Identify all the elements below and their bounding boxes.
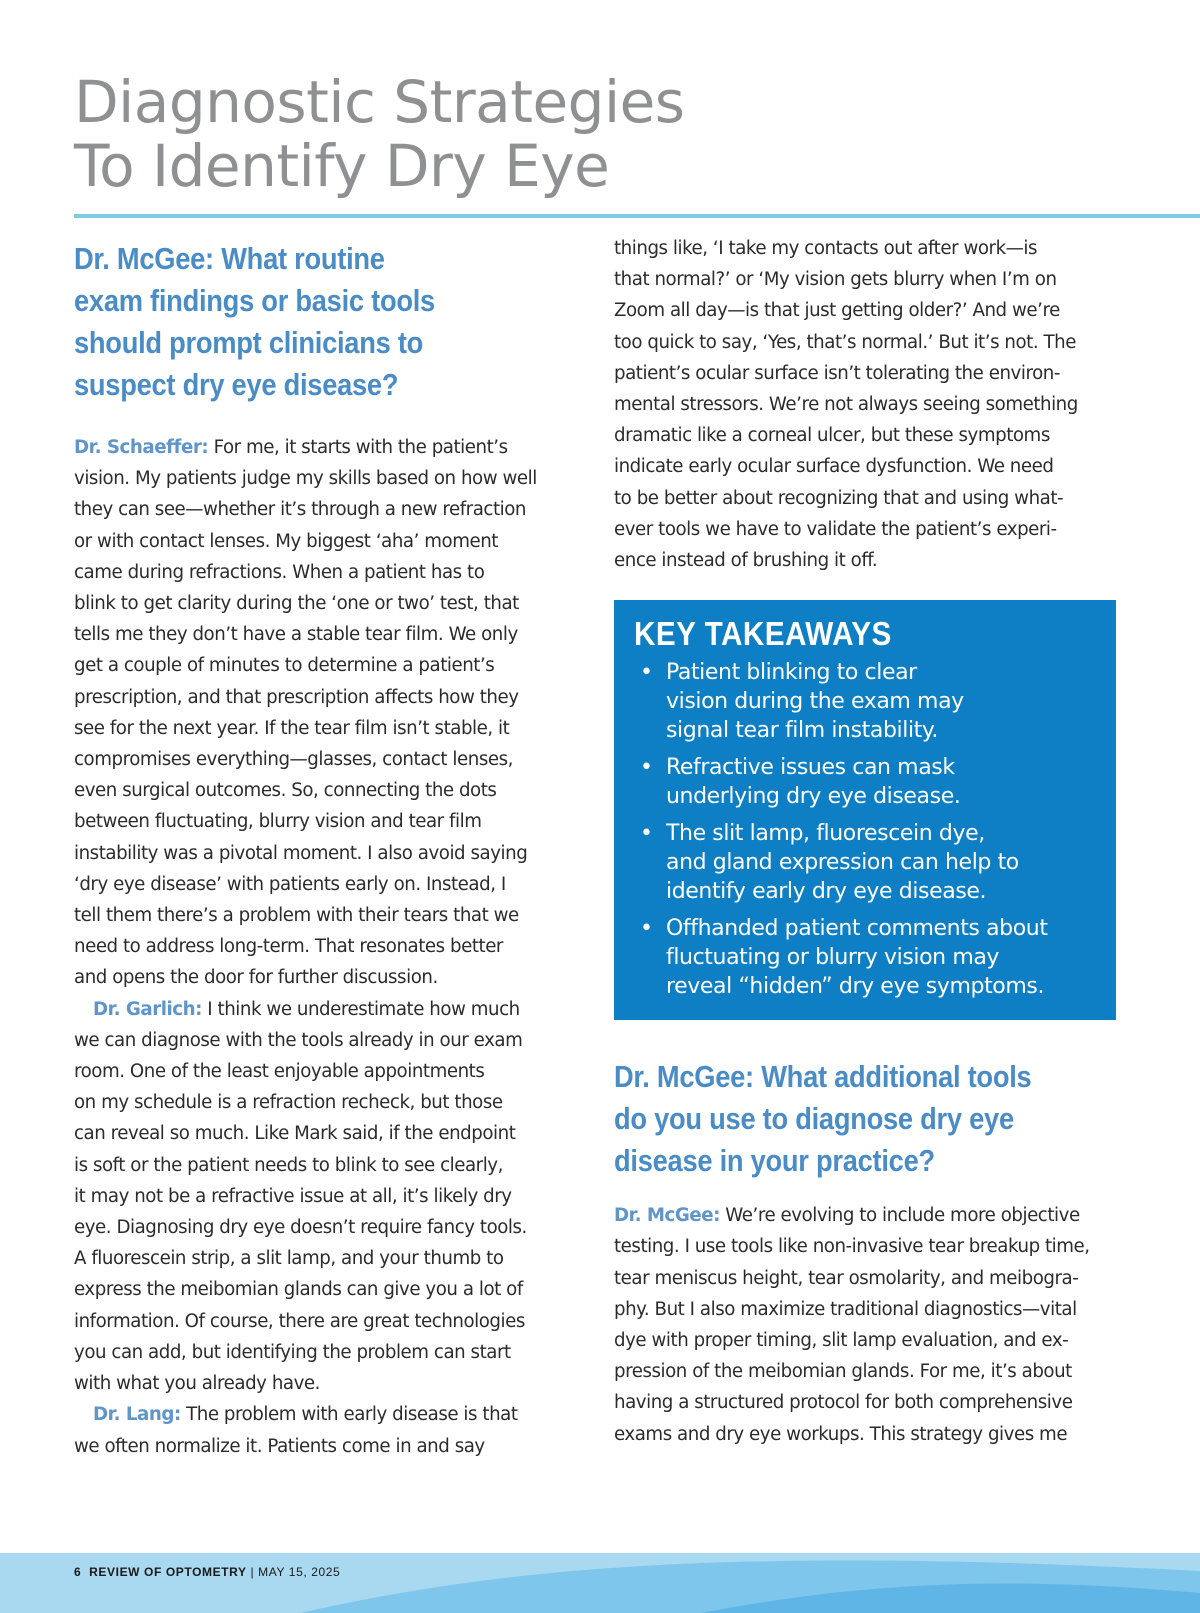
paragraph-line: dye with proper timing, slit lamp evaluation, and ex-: [614, 1330, 1069, 1352]
key-takeaways-box: [614, 600, 1116, 1020]
question-2-heading: [614, 1056, 1116, 1182]
paragraph-line: dramatic like a corneal ulcer, but these symptoms: [614, 425, 1050, 447]
schaeffer-answer: [74, 432, 586, 994]
lang-answer-continued: [614, 233, 1126, 576]
takeaway-line: reveal “hidden” dry eye symptoms.: [666, 974, 1045, 1000]
garlich-answer: [74, 994, 586, 1400]
paragraph-line: is soft or the patient needs to blink to see clearly,: [74, 1154, 503, 1176]
paragraph-line: tear meniscus height, tear osmolarity, and meibogra-: [614, 1267, 1079, 1289]
paragraph-line: can reveal so much. Like Mark said, if the endpoint: [74, 1123, 516, 1145]
footer-text: [74, 1565, 340, 1579]
paragraph-line: on my schedule is a refraction recheck, but those: [74, 1092, 503, 1114]
question-1-line: exam findings or basic tools: [74, 283, 435, 318]
takeaway-line: vision during the exam may: [666, 689, 964, 715]
paragraph-line: that normal?’ or ‘My vision gets blurry when I’m on: [614, 269, 1057, 291]
takeaway-line: signal tear film instability.: [666, 718, 938, 744]
speaker-schaeffer: Dr. Schaeffer:: [74, 437, 209, 458]
question-2-line: disease in your practice?: [614, 1143, 935, 1179]
takeaway-line: fluctuating or blurry vision may: [666, 945, 1000, 971]
takeaway-item: [634, 753, 1098, 811]
question-1-line: should prompt clinicians to: [74, 325, 424, 360]
takeaway-item: [634, 819, 1098, 906]
paragraph-line: even surgical outcomes. So, connecting the dots: [74, 780, 497, 802]
question-1-heading: [74, 238, 576, 406]
paragraph-line: things like, ‘I take my contacts out after work—is: [614, 238, 1038, 259]
paragraph-line: pression of the meibomian glands. For me, it’s about: [614, 1361, 1072, 1383]
page-footer: [0, 1553, 1200, 1613]
question-2-line: Dr. McGee: What additional tools: [614, 1059, 1032, 1095]
takeaway-line: and gland expression can help to: [666, 850, 1019, 876]
paragraph-line: Zoom all day—is that just getting older?’ And we’re: [614, 300, 1060, 322]
publication-name: REVIEW OF OPTOMETRY: [89, 1565, 247, 1579]
takeaway-item: [634, 658, 1098, 745]
paragraph-line: blink to get clarity during the ‘one or two’ test, that: [74, 593, 519, 615]
key-takeaways-heading: KEY TAKEAWAYS: [634, 615, 892, 653]
paragraph-line: [74, 994, 586, 1025]
takeaway-line: Refractive issues can mask: [666, 755, 955, 781]
bullet-icon: •: [640, 660, 653, 686]
bullet-icon: •: [640, 755, 653, 781]
paragraph-line: eye. Diagnosing dry eye doesn’t require fancy tools.: [74, 1217, 527, 1239]
speaker-lang: Dr. Lang:: [93, 1404, 181, 1426]
title-line-1: Diagnostic Strategies: [74, 68, 685, 136]
article-title: [74, 70, 684, 198]
paragraph-line: phy. But I also maximize traditional diagnostics—vital: [614, 1298, 1077, 1320]
paragraph-text: The problem with early disease is that: [180, 1404, 518, 1426]
paragraph-line: we can diagnose with the tools already in our exam: [74, 1029, 523, 1051]
question-2-line: do you use to diagnose dry eye: [614, 1101, 1014, 1137]
paragraph-line: came during refractions. When a patient has to: [74, 561, 485, 583]
paragraph-line: ever tools we have to validate the patient’s experi-: [614, 518, 1057, 540]
bullet-icon: •: [640, 821, 653, 847]
paragraph-line: exams and dry eye workups. This strategy gives me: [614, 1423, 1068, 1445]
key-takeaways-list: [634, 658, 1098, 1001]
takeaway-line: Offhanded patient comments about: [666, 916, 1048, 942]
paragraph-line: you can add, but identifying the problem can start: [74, 1341, 511, 1363]
paragraph-text: For me, it starts with the patient’s: [208, 437, 508, 458]
page-number: 6: [74, 1565, 82, 1579]
paragraph-line: tells me they don’t have a stable tear film. We only: [74, 624, 518, 646]
footer-wave-background: [0, 1553, 1200, 1613]
paragraph-line: prescription, and that prescription affects how they: [74, 686, 519, 708]
paragraph-line: vision. My patients judge my skills based on how well: [74, 468, 537, 490]
paragraph-line: it may not be a refractive issue at all, it’s likely dry: [74, 1185, 512, 1207]
left-body: [74, 432, 586, 1462]
footer-separator: |: [246, 1565, 259, 1579]
paragraph-line: and opens the door for further discussion.: [74, 967, 438, 989]
question-1-line: suspect dry eye disease?: [74, 367, 399, 402]
paragraph-line: [614, 1200, 1126, 1231]
paragraph-line: having a structured protocol for both comprehensive: [614, 1392, 1073, 1414]
title-line-2: To Identify Dry Eye: [74, 132, 610, 200]
paragraph-line: instability was a pivotal moment. I also avoid saying: [74, 842, 528, 864]
mcgee-answer: [614, 1200, 1126, 1450]
paragraph-line: mental stressors. We’re not always seeing something: [614, 394, 1078, 416]
left-column: [74, 238, 586, 1462]
takeaway-line: Patient blinking to clear: [666, 660, 917, 686]
takeaway-line: identify early dry eye disease.: [666, 879, 987, 905]
paragraph-line: or with contact lenses. My biggest ‘aha’ moment: [74, 530, 498, 552]
paragraph-line: patient’s ocular surface isn’t tolerating the environ-: [614, 362, 1060, 384]
paragraph-text: We’re evolving to include more objective: [719, 1205, 1080, 1227]
takeaway-item: [634, 914, 1098, 1001]
paragraph-line: we often normalize it. Patients come in and say: [74, 1435, 485, 1457]
issue-date: MAY 15, 2025: [258, 1565, 341, 1579]
takeaway-line: underlying dry eye disease.: [666, 784, 961, 810]
paragraph-line: tell them there’s a problem with their tears that we: [74, 905, 519, 927]
paragraph-line: to be better about recognizing that and using what-: [614, 487, 1064, 509]
paragraph-line: express the meibomian glands can give you a lot of: [74, 1279, 523, 1301]
paragraph-line: [74, 1399, 586, 1430]
paragraph-line: [74, 432, 586, 463]
paragraph-line: testing. I use tools like non-invasive tear breakup time,: [614, 1236, 1090, 1258]
paragraph-line: need to address long-term. That resonates better: [74, 936, 503, 958]
bullet-icon: •: [640, 916, 653, 942]
paragraph-line: with what you already have.: [74, 1373, 320, 1395]
paragraph-line: A fluorescein strip, a slit lamp, and your thumb to: [74, 1248, 504, 1270]
lang-answer: [74, 1399, 586, 1461]
right-column: [614, 238, 1126, 1450]
paragraph-text: I think we underestimate how much: [201, 998, 520, 1020]
speaker-garlich: Dr. Garlich:: [93, 998, 202, 1020]
paragraph-line: room. One of the least enjoyable appointments: [74, 1061, 485, 1083]
takeaway-line: The slit lamp, fluorescein dye,: [666, 821, 985, 847]
paragraph-line: get a couple of minutes to determine a patient’s: [74, 655, 495, 677]
paragraph-line: they can see—whether it’s through a new refraction: [74, 499, 526, 521]
speaker-mcgee: Dr. McGee:: [614, 1205, 720, 1227]
question-1-line: Dr. McGee: What routine: [74, 241, 385, 276]
paragraph-line: compromises everything—glasses, contact lenses,: [74, 749, 513, 771]
title-divider: [74, 214, 1200, 218]
paragraph-line: between fluctuating, blurry vision and tear film: [74, 811, 482, 833]
paragraph-line: ‘dry eye disease’ with patients early on. Instead, I: [74, 873, 506, 895]
paragraph-line: indicate early ocular surface dysfunction. We need: [614, 456, 1054, 478]
right-body: [614, 1200, 1126, 1450]
paragraph-line: see for the next year. If the tear film isn’t stable, it: [74, 717, 510, 739]
paragraph-line: information. Of course, there are great technologies: [74, 1310, 525, 1332]
paragraph-line: ence instead of brushing it off.: [614, 550, 878, 572]
paragraph-line: too quick to say, ‘Yes, that’s normal.’ But it’s not. The: [614, 331, 1077, 353]
